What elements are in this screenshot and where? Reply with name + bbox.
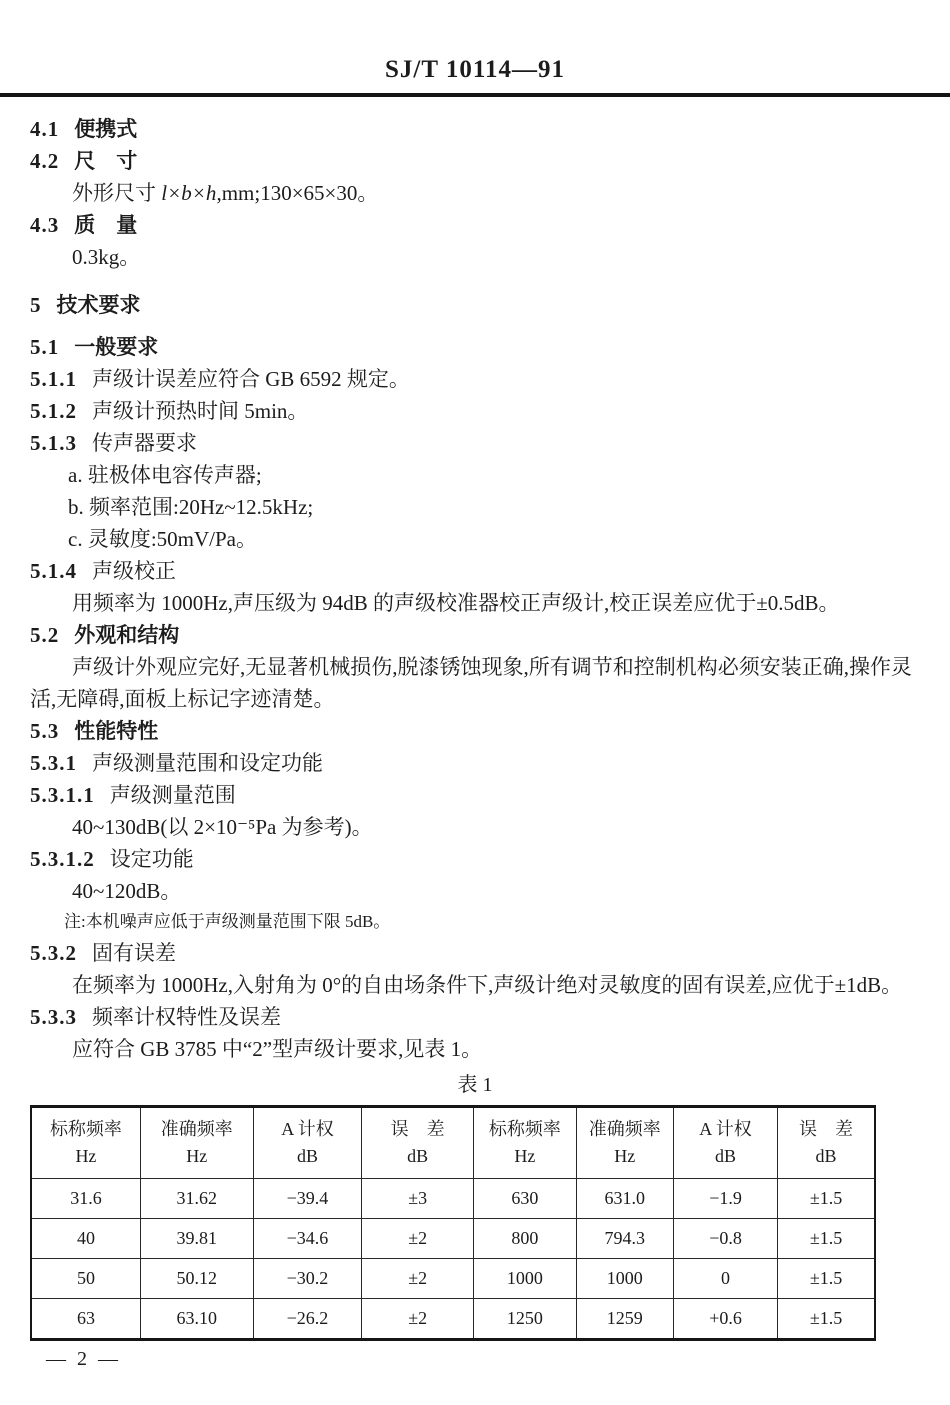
clause-number: 5.3.2 (30, 941, 77, 965)
table-cell: 63 (31, 1299, 140, 1340)
list-item-b: b. 频率范围:20Hz~12.5kHz; (68, 495, 314, 519)
table-row (31, 1219, 875, 1259)
page-number: — 2 — (46, 1348, 121, 1370)
table-cell: ±2 (362, 1299, 474, 1340)
clause-5-3-1-1 (30, 779, 920, 811)
table-cell: 0 (673, 1259, 777, 1299)
paragraph-4-2 (30, 177, 920, 209)
table-cell: 1259 (576, 1299, 673, 1340)
paragraph-5-3-2: 在频率为 1000Hz,入射角为 0°的自由场条件下,声级计绝对灵敏度的固有误差,应优于±1dB。 (72, 973, 903, 997)
clause-text: 声级测量范围 (109, 783, 236, 807)
section-number: 4.3 (30, 213, 60, 237)
table-cell: 63.10 (140, 1299, 253, 1340)
section-number: 5.1 (30, 335, 60, 359)
section-5-1-heading (30, 331, 920, 363)
table-header-cell: A 计权 dB (673, 1107, 777, 1179)
paragraph-5-3-1-1: 40~130dB(以 2×10⁻⁵Pa 为参考)。 (72, 815, 373, 839)
section-number: 5.2 (30, 623, 60, 647)
clause-5-3-1-2 (30, 843, 920, 875)
section-title: 质 量 (74, 213, 138, 237)
table-cell: 1250 (474, 1299, 576, 1340)
table-header-cell: 误 差 dB (362, 1107, 474, 1179)
table-cell: 31.62 (140, 1179, 253, 1219)
table-cell: 39.81 (140, 1219, 253, 1259)
paragraph-4-3: 0.3kg。 (72, 245, 141, 269)
section-4-2-heading (30, 145, 920, 177)
table-cell: −26.2 (253, 1299, 362, 1340)
paragraph-5-3-1-2: 40~120dB。 (72, 879, 182, 903)
table-cell: −30.2 (253, 1259, 362, 1299)
table-cell: 800 (474, 1219, 576, 1259)
table-cell: 794.3 (576, 1219, 673, 1259)
table-cell: 631.0 (576, 1179, 673, 1219)
section-number: 5 (30, 293, 42, 317)
document-content (0, 113, 950, 1341)
clause-number: 5.1.2 (30, 399, 77, 423)
section-4-3-heading (30, 209, 920, 241)
clause-text: 声级测量范围和设定功能 (92, 751, 323, 775)
table-cell: +0.6 (673, 1299, 777, 1340)
table-cell: 50.12 (140, 1259, 253, 1299)
clause-text: 传声器要求 (92, 431, 197, 455)
clause-text: 声级校正 (92, 559, 176, 583)
table-cell: ±1.5 (778, 1259, 875, 1299)
list-item-a: a. 驻极体电容传声器; (68, 463, 262, 487)
paragraph-5-2: 声级计外观应完好,无显著机械损伤,脱漆锈蚀现象,所有调节和控制机构必须安装正确,操作灵活,无障碍,面板上标记字迹清楚。 (30, 655, 912, 711)
clause-5-3-1 (30, 747, 920, 779)
clause-text: 设定功能 (109, 847, 194, 871)
clause-5-1-3 (30, 427, 920, 459)
table-row (31, 1259, 875, 1299)
table-cell: ±3 (362, 1179, 474, 1219)
table-row (31, 1299, 875, 1340)
table-cell: 31.6 (31, 1179, 140, 1219)
list-item-c: c. 灵敏度:50mV/Pa。 (68, 527, 257, 551)
section-number: 4.1 (30, 117, 60, 141)
paragraph-5-3-3: 应符合 GB 3785 中“2”型声级计要求,见表 1。 (72, 1037, 483, 1061)
table-header-row (31, 1107, 875, 1179)
table-cell: −39.4 (253, 1179, 362, 1219)
clause-5-1-1 (30, 363, 920, 395)
clause-number: 5.3.3 (30, 1005, 77, 1029)
table-header-cell: 准确频率 Hz (576, 1107, 673, 1179)
table-cell: ±2 (362, 1259, 474, 1299)
clause-5-3-2 (30, 937, 920, 969)
frequency-weighting-table (30, 1105, 876, 1341)
clause-number: 5.3.1 (30, 751, 77, 775)
table-cell: ±2 (362, 1219, 474, 1259)
paragraph-text: ,mm;130×65×30。 (216, 181, 379, 205)
table-cell: ±1.5 (778, 1219, 875, 1259)
table-caption: 表 1 (457, 1074, 493, 1096)
clause-text: 声级计误差应符合 GB 6592 规定。 (92, 367, 410, 391)
clause-text: 声级计预热时间 5min。 (92, 399, 309, 423)
doc-code: SJ/T 10114—91 (385, 56, 565, 83)
section-title: 外观和结构 (74, 623, 180, 647)
table-cell: −0.8 (673, 1219, 777, 1259)
section-title: 尺 寸 (74, 149, 138, 173)
table-cell: 40 (31, 1219, 140, 1259)
table-header-cell: 标称频率 Hz (474, 1107, 576, 1179)
clause-5-1-2 (30, 395, 920, 427)
section-title: 技术要求 (56, 293, 141, 317)
section-number: 4.2 (30, 149, 60, 173)
clause-text: 固有误差 (92, 941, 176, 965)
clause-number: 5.3.1.2 (30, 847, 95, 871)
note-text: 注:本机噪声应低于声级测量范围下限 5dB。 (64, 912, 391, 931)
table-cell: 1000 (474, 1259, 576, 1299)
table-header-cell: A 计权 dB (253, 1107, 362, 1179)
section-5-2-heading (30, 619, 920, 651)
paragraph-5-1-4: 用频率为 1000Hz,声压级为 94dB 的声级校准器校正声级计,校正误差应优于±0.5dB。 (72, 591, 840, 615)
clause-number: 5.3.1.1 (30, 783, 95, 807)
section-title: 性能特性 (74, 719, 159, 743)
section-4-1-heading (30, 113, 920, 145)
table-cell: ±1.5 (778, 1299, 875, 1340)
clause-5-3-3 (30, 1001, 920, 1033)
section-title: 一般要求 (74, 335, 159, 359)
table-row (31, 1179, 875, 1219)
section-number: 5.3 (30, 719, 60, 743)
clause-number: 5.1.1 (30, 367, 77, 391)
section-5-heading (30, 289, 920, 321)
header-rule (0, 93, 950, 97)
table-cell: 50 (31, 1259, 140, 1299)
table-header-cell: 误 差 dB (778, 1107, 875, 1179)
clause-5-1-4 (30, 555, 920, 587)
section-title: 便携式 (74, 117, 138, 141)
table-cell: −34.6 (253, 1219, 362, 1259)
clause-number: 5.1.4 (30, 559, 77, 583)
paragraph-text: 外形尺寸 (72, 181, 162, 205)
table-cell: 1000 (576, 1259, 673, 1299)
dimension-formula: l×b×h (161, 181, 217, 205)
table-cell: −1.9 (673, 1179, 777, 1219)
table-cell: ±1.5 (778, 1179, 875, 1219)
section-5-3-heading (30, 715, 920, 747)
table-header-cell: 标称频率 Hz (31, 1107, 140, 1179)
table-cell: 630 (474, 1179, 576, 1219)
table-body (31, 1179, 875, 1340)
clause-number: 5.1.3 (30, 431, 77, 455)
clause-text: 频率计权特性及误差 (92, 1005, 281, 1029)
table-header-cell: 准确频率 Hz (140, 1107, 253, 1179)
